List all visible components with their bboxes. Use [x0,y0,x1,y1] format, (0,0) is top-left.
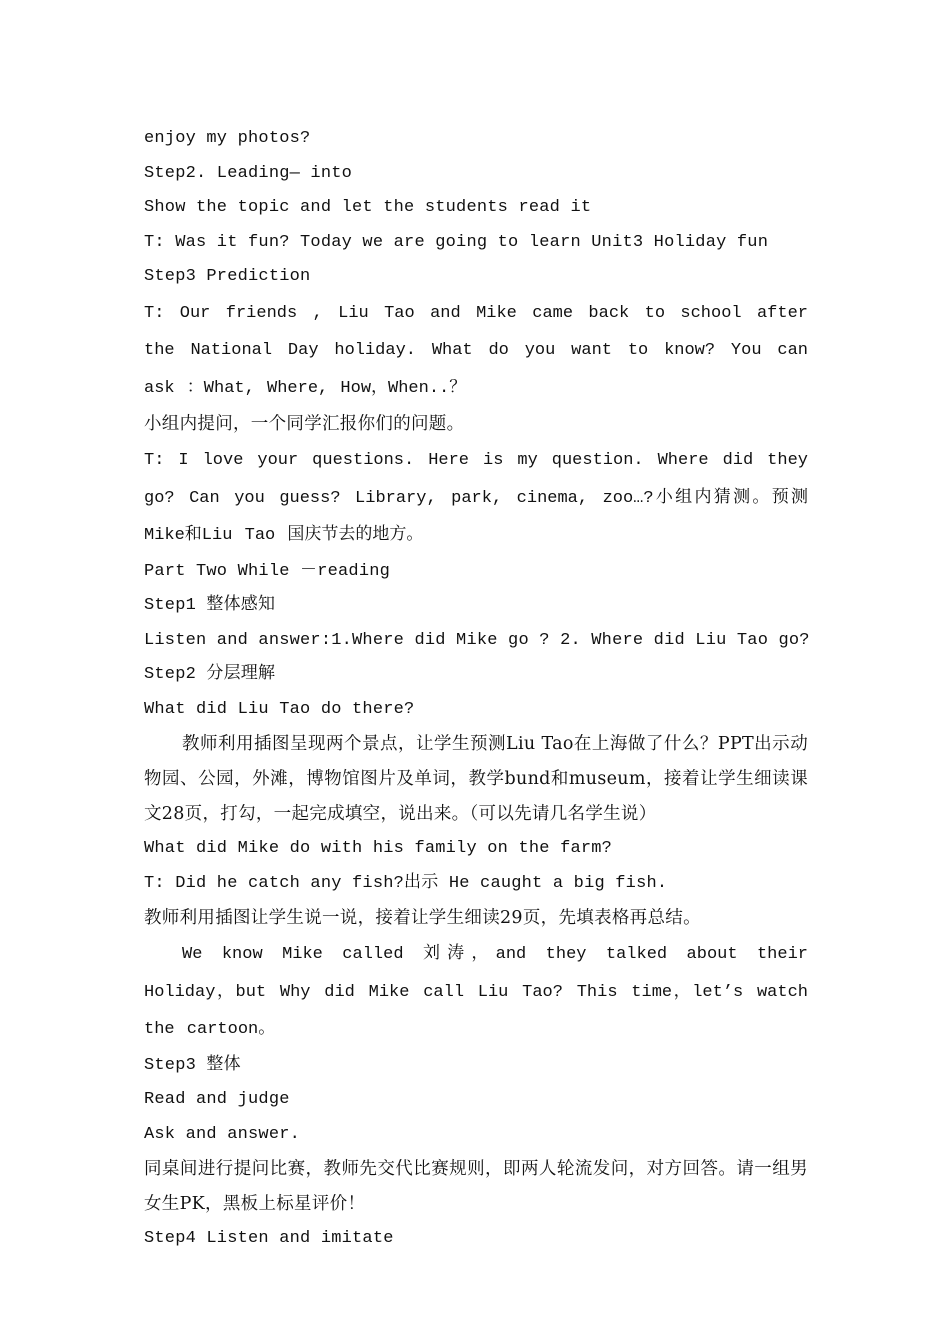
question-paragraph: T: I love your questions. Here is my question. Where did they go? Can you guess? Library, park, cinema, zoo…?小组内猜测。预测Mike和Liu Tao 国庆节去的地方。 [144,451,808,545]
part-heading: Part Two While －reading [144,561,391,581]
teacher-line: T: Did he catch any fish?出示 He caught a big fish. [144,873,668,893]
step-heading: Step3 Prediction [144,267,311,286]
chinese-instruction: 小组内提问，一个同学汇报你们的问题。 [144,414,465,434]
chinese-paragraph-liutao: 教师利用插图呈现两个景点，让学生预测Liu Tao在上海做了什么？PPT出示动物园、公园，外滩，博物馆图片及单词，教学bund和museum，接着让学生细读课文28页，打勾，一起完成填空，说出来。（可以先请几名学生说） [144,734,808,824]
text-line: enjoy my photos? [144,129,311,148]
chinese-paragraph-pk: 同桌间进行提问比赛，教师先交代比赛规则，即两人轮流发问，对方回答。请一组男女生PK，黑板上标星评价！ [144,1159,808,1214]
text-line: What did Mike do with his family on the farm? [144,839,613,858]
step-heading: Step2. Leading— into [144,163,353,183]
call-paragraph: We know Mike called 刘涛，and they talked about their Holiday，but Why did Mike call Liu Tao? This time，let’s watch the cartoon。 [144,945,808,1039]
text-line: Listen and answer:1.Where did Mike go ? 2. Where did Liu Tao go? [144,630,810,650]
text-line: Read and judge [144,1090,290,1109]
step-heading: Step3 整体 [144,1055,241,1075]
prediction-paragraph: T: Our friends , Liu Tao and Mike came back to school after the National Day holiday. What do you want to know? You can ask ：What, Where, How，When..？ [144,303,808,398]
text-line: What did Liu Tao do there? [144,699,415,719]
text-line: Show the topic and let the students read it [144,198,592,217]
step-heading: Step2 分层理解 [144,665,276,684]
chinese-instruction: 教师利用插图让学生说一说，接着让学生细读29页，先填表格再总结。 [144,908,701,928]
step-heading: Step1 整体感知 [144,596,276,615]
text-line: Ask and answer. [144,1124,301,1144]
step-heading: Step4 Listen and imitate [144,1229,394,1248]
document-body [144,122,808,1257]
teacher-line: T: Was it fun? Today we are going to learn Unit3 Holiday fun [144,232,769,252]
